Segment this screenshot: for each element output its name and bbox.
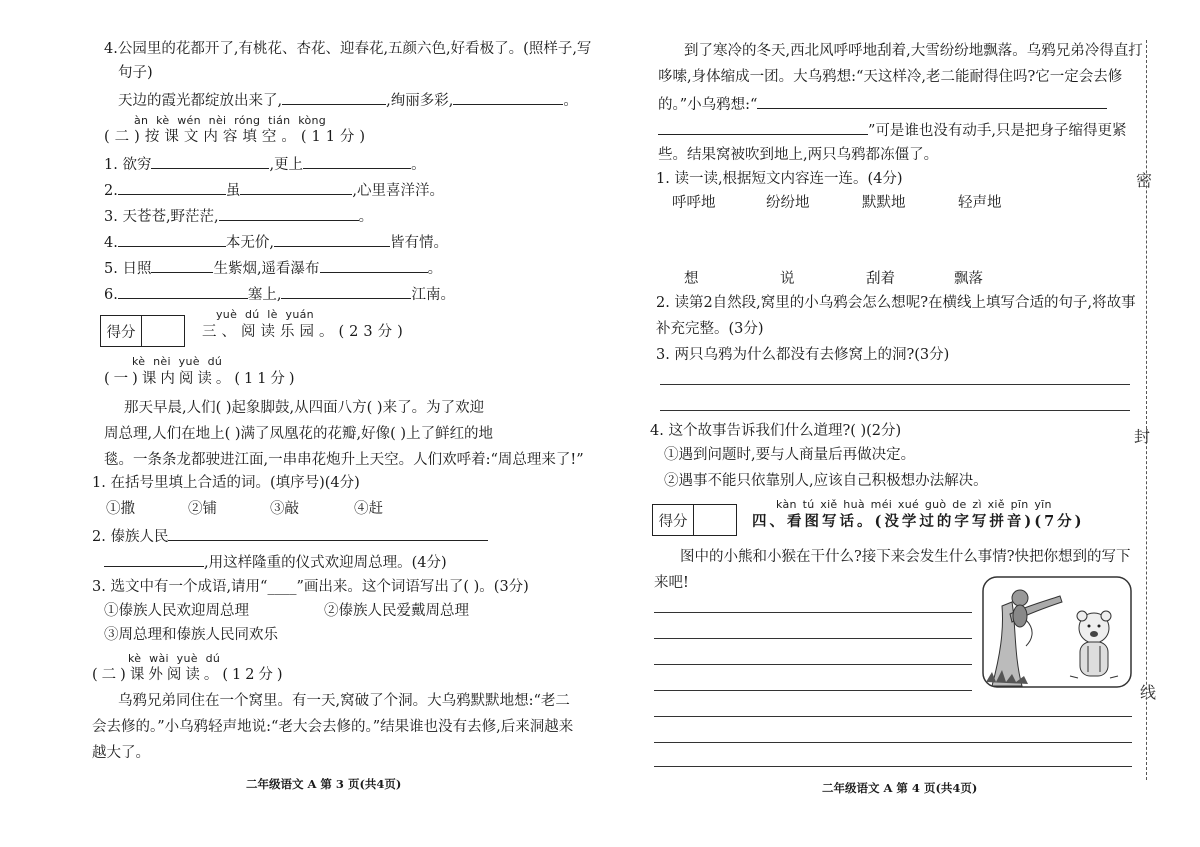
r-q2: 2. 读第2自然段,窝里的小乌鸦会怎么想呢?在横线上填写合适的句子,将故事 <box>656 295 1136 311</box>
fill-item-1: 1. 欲穷 ,更上 。 <box>104 154 426 174</box>
passage-line-2: 哆嗦,身体缩成一团。大乌鸦想:“天这样冷,老二能耐得住吗?它一定会去修 <box>658 69 1123 85</box>
writing-line[interactable] <box>654 664 972 665</box>
fill-item-6: 6. 塞上, 江南。 <box>104 284 455 304</box>
writing-line[interactable] <box>654 612 972 613</box>
answer-blank[interactable] <box>453 90 563 105</box>
q4-example: 天边的霞光都绽放出来了, ,绚丽多彩, 。 <box>118 90 578 110</box>
passage1-line-1: 那天早晨,人们( )起象脚鼓,从四面八方( )来了。为了欢迎 <box>124 400 485 416</box>
q3-option-1: ①傣族人民欢迎周总理 <box>104 603 249 619</box>
sec3-pinyin: yuè dú lè yuán <box>216 308 314 321</box>
match-top-3[interactable]: 默默地 <box>862 195 906 211</box>
q1: 1. 在括号里填上合适的词。(填序号)(4分) <box>92 475 360 491</box>
q3-option-3: ③周总理和傣族人民同欢乐 <box>104 627 278 643</box>
match-top-4[interactable]: 轻声地 <box>958 195 1002 211</box>
answer-blank[interactable] <box>282 90 386 105</box>
passage-line-1: 到了寒冷的冬天,西北风呼呼地刮着,大雪纷纷地飘落。乌鸦兄弟冷得直打 <box>684 43 1143 59</box>
sec3-title: 三、阅读乐园。(23分) <box>202 324 408 340</box>
sub2-pinyin: kè wài yuè dú <box>128 652 221 665</box>
score-label: 得分 <box>653 505 694 535</box>
score-value[interactable] <box>694 505 736 535</box>
answer-blank[interactable] <box>118 232 226 247</box>
sub2-title: (二)课外阅读。(12分) <box>92 667 287 683</box>
q3-option-2: ②傣族人民爱戴周总理 <box>324 603 469 619</box>
r-q4-option-1: ①遇到问题时,要与人商量后再做决定。 <box>664 447 916 463</box>
answer-blank[interactable] <box>151 258 213 273</box>
passage2-line-3: 越大了。 <box>92 745 150 761</box>
match-bottom-3[interactable]: 刮着 <box>866 271 895 287</box>
sub1-pinyin: kè nèi yuè dú <box>132 355 223 368</box>
passage-line-5: 些。结果窝被吹到地上,两只乌鸦都冻僵了。 <box>658 147 939 163</box>
right-footer: 二年级语文 A 第 4 页(共4页) <box>822 781 978 795</box>
q2-cont: ,用这样隆重的仪式欢迎周总理。(4分) <box>104 552 447 572</box>
answer-blank[interactable] <box>219 206 359 221</box>
q4-instruction-cont: 句子) <box>118 65 153 81</box>
writing-line[interactable] <box>654 690 972 691</box>
monkey-icon <box>1012 590 1028 606</box>
prompt-line-1: 图中的小熊和小猴在干什么?接下来会发生什么事情?快把你想到的写下 <box>680 549 1131 565</box>
passage-line-3: 的。”小乌鸦想:“ <box>658 94 1107 114</box>
prompt-line-2: 来吧! <box>654 575 689 591</box>
sec2-title: (二)按课文内容填空。(11分) <box>104 129 371 145</box>
r-q1: 1. 读一读,根据短文内容连一连。(4分) <box>656 171 903 187</box>
answer-line[interactable] <box>660 410 1130 411</box>
score-value[interactable] <box>142 316 184 346</box>
r-q3: 3. 两只乌鸦为什么都没有去修窝上的洞?(3分) <box>656 347 950 363</box>
passage1-line-3: 毯。一条条龙都驶进江面,一串串花炮升上天空。人们欢呼着:“周总理来了!” <box>104 452 584 468</box>
writing-line[interactable] <box>654 766 1132 767</box>
q1-option-4: ④赶 <box>354 501 383 517</box>
binding-line <box>1146 40 1147 780</box>
answer-blank[interactable] <box>757 94 1107 109</box>
r-q2-cont: 补充完整。(3分) <box>656 321 764 337</box>
sec2-pinyin: àn kè wén nèi róng tián kòng <box>134 114 327 127</box>
answer-line[interactable] <box>660 384 1130 385</box>
side-char-seal: 密 <box>1136 171 1153 190</box>
writing-line[interactable] <box>654 716 1132 717</box>
q2: 2. 傣族人民 <box>92 526 488 546</box>
answer-blank[interactable] <box>104 552 204 567</box>
score-box <box>100 315 185 347</box>
q1-option-3: ③敲 <box>270 501 299 517</box>
match-bottom-4[interactable]: 飘落 <box>954 271 983 287</box>
answer-blank[interactable] <box>118 180 226 195</box>
side-char-seal: 封 <box>1134 427 1151 446</box>
left-footer: 二年级语文 A 第 3 页(共4页) <box>246 777 402 791</box>
answer-blank[interactable] <box>320 258 428 273</box>
fill-item-4: 4. 本无价, 皆有情。 <box>104 232 448 252</box>
q1-option-1: ①撒 <box>106 501 135 517</box>
answer-blank[interactable] <box>168 526 488 541</box>
fill-item-3: 3. 天苍苍,野茫茫, 。 <box>104 206 373 226</box>
q3: 3. 选文中有一个成语,请用“____”画出来。这个词语写出了( )。(3分) <box>92 579 529 595</box>
answer-blank[interactable] <box>240 180 352 195</box>
sec4-title: 四、看图写话。(没学过的字写拼音)(7分) <box>752 513 1085 530</box>
answer-blank[interactable] <box>658 120 868 135</box>
r-q4: 4. 这个故事告诉我们什么道理?( )(2分) <box>650 423 902 439</box>
sec4-pinyin: kàn tú xiě huà méi xué guò de zì xiě pīn yīn <box>776 498 1052 511</box>
answer-blank[interactable] <box>281 284 411 299</box>
r-q4-option-2: ②遇事不能只依靠别人,应该自己积极想办法解决。 <box>664 473 988 489</box>
fill-item-2: 2. 虽 ,心里喜洋洋。 <box>104 180 444 200</box>
match-bottom-1[interactable]: 想 <box>684 271 699 287</box>
answer-blank[interactable] <box>118 284 248 299</box>
passage2-line-2: 会去修的。”小乌鸦轻声地说:“老大会去修的。”结果谁也没有去修,后来洞越来 <box>92 719 574 735</box>
match-top-2[interactable]: 纷纷地 <box>766 195 810 211</box>
score-box <box>652 504 737 536</box>
match-top-1[interactable]: 呼呼地 <box>672 195 716 211</box>
side-char-line: 线 <box>1140 683 1157 702</box>
q4-instruction: 4.公园里的花都开了,有桃花、杏花、迎春花,五颜六色,好看极了。(照样子,写 <box>104 41 592 57</box>
answer-blank[interactable] <box>151 154 269 169</box>
writing-line[interactable] <box>654 742 1132 743</box>
writing-line[interactable] <box>654 638 972 639</box>
match-bottom-2[interactable]: 说 <box>780 271 795 287</box>
fill-item-5: 5. 日照 生紫烟,遥看瀑布 。 <box>104 258 442 278</box>
score-label: 得分 <box>101 316 142 346</box>
answer-blank[interactable] <box>303 154 411 169</box>
answer-blank[interactable] <box>274 232 390 247</box>
passage1-line-2: 周总理,人们在地上( )满了凤凰花的花瓣,好像( )上了鲜红的地 <box>104 426 494 442</box>
sub1-title: (一)课内阅读。(11分) <box>104 371 299 387</box>
passage2-line-1: 乌鸦兄弟同住在一个窝里。有一天,窝破了个洞。大乌鸦默默地想:“老二 <box>118 693 570 709</box>
bear-monkey-illustration <box>982 576 1132 688</box>
q1-option-2: ②铺 <box>188 501 217 517</box>
passage-line-4: ”可是谁也没有动手,只是把身子缩得更紧 <box>658 120 1127 140</box>
